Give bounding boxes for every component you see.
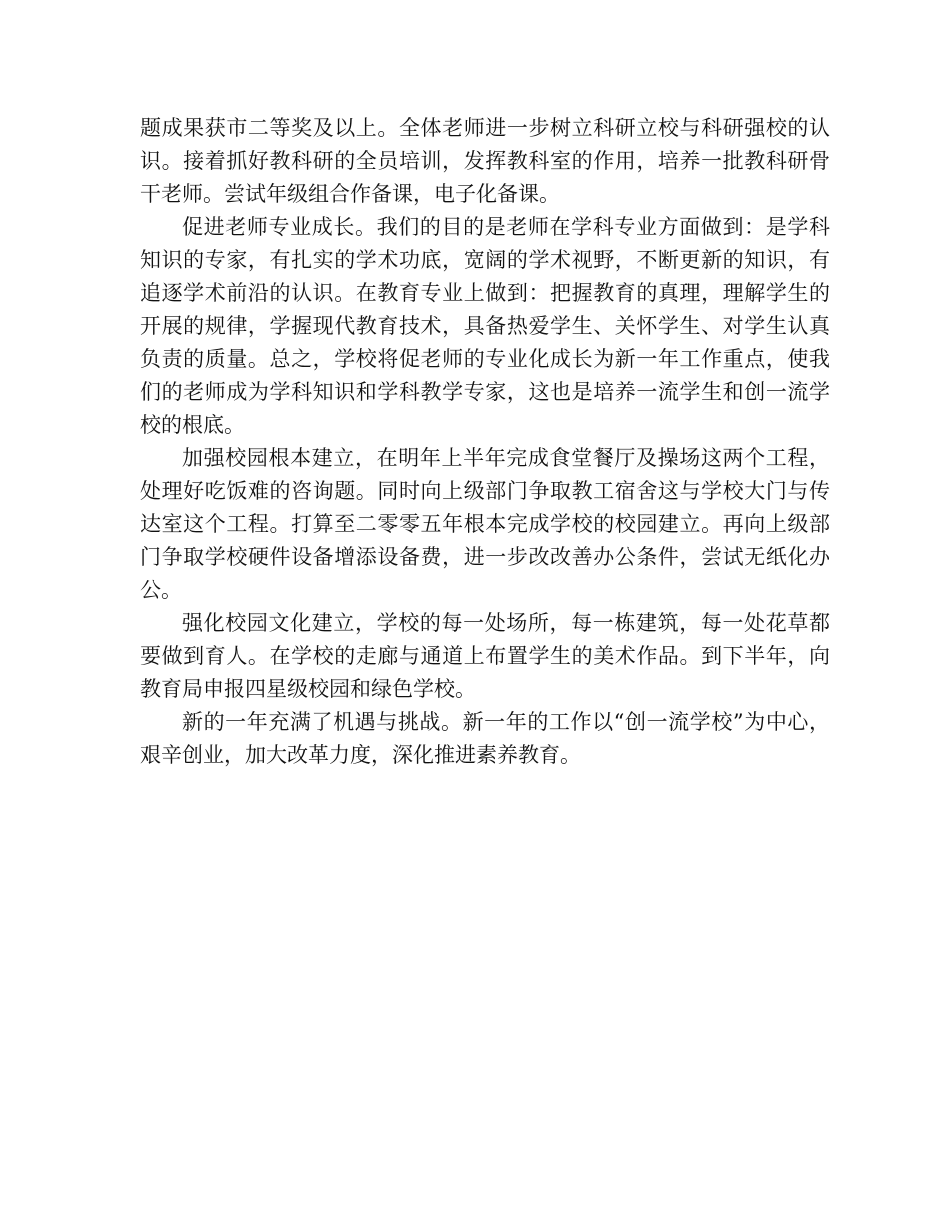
paragraph-teacher-development: 促进老师专业成长。我们的目的是老师在学科专业方面做到：是学科知识的专家，有扎实的学术功底，宽阔的学术视野，不断更新的知识，有追逐学术前沿的认识。在教育专业上做到：把握教育的真理，理解学生的开展的规律，学握现代教育技术，具备热爱学生、关怀学生、对学生认真负责的质量。总之，学校将促老师的专业化成长为新一年工作重点，使我们的老师成为学科知识和学科教学专家，这也是培养一流学生和创一流学校的根底。 <box>140 215 830 437</box>
paragraph-campus-construction: 加强校园根本建立，在明年上半年完成食堂餐厅及操场这两个工程，处理好吃饭难的咨询题。同时向上级部门争取教工宿舍这与学校大门与传达室这个工程。打算至二零零五年根本完成学校的校园建立。再向上级部门争取学校硬件设备增添设备费，进一步改改善办公条件，尝试无纸化办公。 <box>140 446 830 602</box>
paragraph-campus-culture: 强化校园文化建立，学校的每一处场所，每一栋建筑，每一处花草都要做到育人。在学校的走廊与通道上布置学生的美术作品。到下半年，向教育局申报四星级校园和绿色学校。 <box>140 611 830 701</box>
document-body <box>140 112 830 772</box>
paragraph-conclusion: 新的一年充满了机遇与挑战。新一年的工作以“创一流学校”为中心，艰辛创业，加大改革力度，深化推进素养教育。 <box>140 710 830 767</box>
paragraph-continuation: 题成果获市二等奖及以上。全体老师进一步树立科研立校与科研强校的认识。接着抓好教科研的全员培训，发挥教科室的作用，培养一批教科研骨干老师。尝试年级组合作备课，电子化备课。 <box>140 116 830 206</box>
